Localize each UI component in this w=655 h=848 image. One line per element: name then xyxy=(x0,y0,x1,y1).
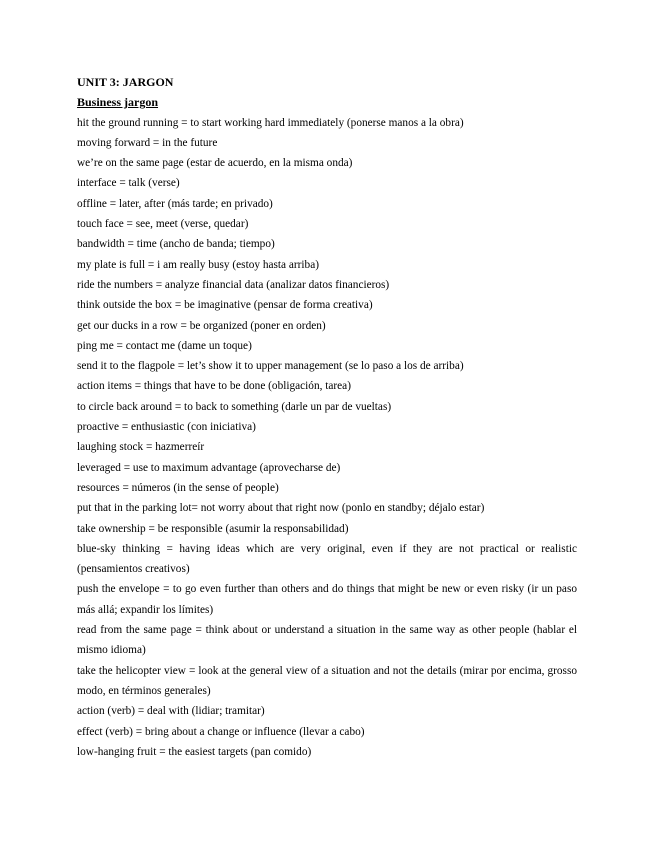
glossary-entry: laughing stock = hazmerreír xyxy=(77,441,205,454)
glossary-list xyxy=(77,113,577,763)
glossary-entry: put that in the parking lot= not worry about that right now (ponlo en standby; déjalo estar) xyxy=(77,502,485,515)
glossary-entry: action (verb) = deal with (lidiar; tramitar) xyxy=(77,705,265,718)
glossary-entry: think outside the box = be imaginative (pensar de forma creativa) xyxy=(77,299,373,312)
glossary-entry: read from the same page = think about or understand a situation in the same way as other people (hablar el mismo idioma) xyxy=(77,624,577,657)
glossary-entry: interface = talk (verse) xyxy=(77,177,180,190)
glossary-entry: ping me = contact me (dame un toque) xyxy=(77,339,252,352)
glossary-entry: leveraged = use to maximum advantage (aprovecharse de) xyxy=(77,461,341,474)
glossary-entry: bandwidth = time (ancho de banda; tiempo) xyxy=(77,238,275,251)
glossary-entry: we’re on the same page (estar de acuerdo, en la misma onda) xyxy=(77,157,353,170)
glossary-entry: take the helicopter view = look at the general view of a situation and not the details (mirar por encima, grosso modo, en términos generales) xyxy=(77,664,577,697)
glossary-entry: blue-sky thinking = having ideas which are very original, even if they are not practical or realistic (pensamientos creativos) xyxy=(77,542,577,576)
glossary-entry: send it to the flagpole = let’s show it to upper management (se lo paso a los de arriba) xyxy=(77,360,464,373)
glossary-entry: proactive = enthusiastic (con iniciativa) xyxy=(77,421,256,434)
page-title: UNIT 3: JARGON xyxy=(77,75,174,89)
glossary-entry: my plate is full = i am really busy (estoy hasta arriba) xyxy=(77,258,319,271)
glossary-entry: take ownership = be responsible (asumir la responsabilidad) xyxy=(77,522,349,535)
glossary-entry: action items = things that have to be done (obligación, tarea) xyxy=(77,380,351,393)
glossary-entry: touch face = see, meet (verse, quedar) xyxy=(77,218,249,231)
glossary-entry: moving forward = in the future xyxy=(77,136,218,149)
glossary-entry: to circle back around = to back to something (darle un par de vueltas) xyxy=(77,400,392,413)
document-page xyxy=(77,72,577,762)
glossary-entry: push the envelope = to go even further than others and do things that might be new or even risky (ir un paso más allá; expandir los límites) xyxy=(77,583,577,616)
section-heading: Business jargon xyxy=(77,95,159,110)
glossary-entry: ride the numbers = analyze financial data (analizar datos financieros) xyxy=(77,278,390,291)
glossary-entry: get our ducks in a row = be organized (poner en orden) xyxy=(77,319,326,332)
glossary-entry: resources = números (in the sense of people) xyxy=(77,481,279,494)
glossary-entry: low-hanging fruit = the easiest targets (pan comido) xyxy=(77,745,312,758)
glossary-entry: effect (verb) = bring about a change or influence (llevar a cabo) xyxy=(77,725,365,738)
glossary-entry: offline = later, after (más tarde; en privado) xyxy=(77,197,273,210)
glossary-entry: hit the ground running = to start working hard immediately (ponerse manos a la obra) xyxy=(77,116,464,129)
